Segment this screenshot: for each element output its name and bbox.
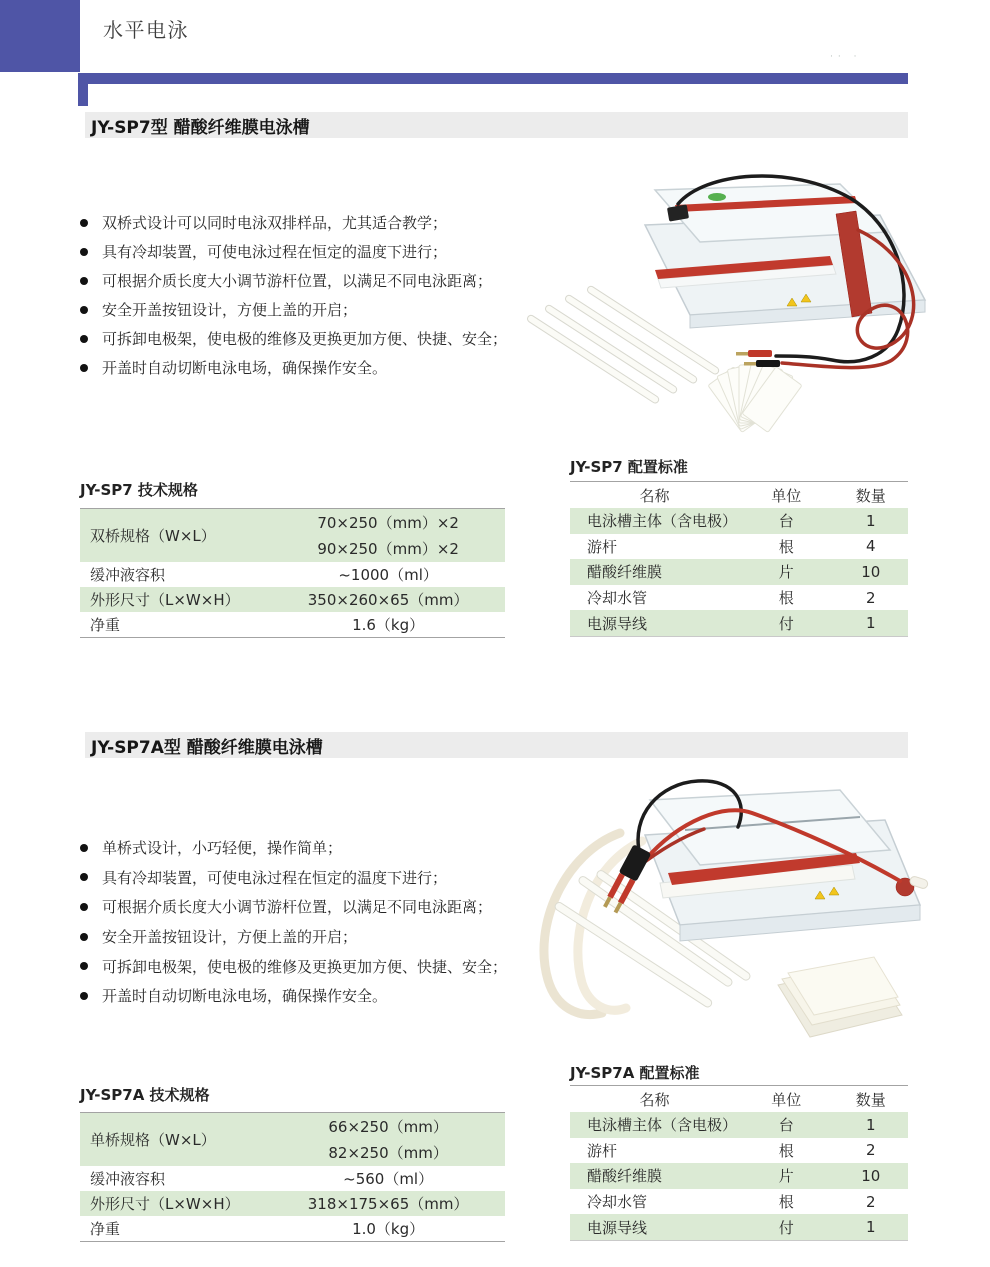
spec-row <box>80 1216 505 1241</box>
bullet-icon <box>80 873 88 881</box>
bullet-icon <box>80 962 88 970</box>
config-header-cell: 单位 <box>771 486 802 505</box>
section-heading-sp7 <box>85 112 908 138</box>
config-name-cell: 冷却水管 <box>587 1193 648 1212</box>
spec-value-cell: ~1000（ml） <box>338 566 438 584</box>
config-qty-cell: 1 <box>866 1218 876 1237</box>
spec-value-cell: 1.6（kg） <box>352 616 425 634</box>
config-table-sp7a <box>570 1085 908 1241</box>
header-rule <box>78 73 908 84</box>
config-unit-cell: 根 <box>778 1141 794 1160</box>
config-row <box>570 610 908 636</box>
feature-text: 可拆卸电极架，使电极的维修及更换更加方便、快捷、安全； <box>102 957 508 976</box>
feature-item <box>80 266 507 295</box>
feature-text: 开盖时自动切断电泳电场，确保操作安全。 <box>102 987 388 1006</box>
feature-item <box>80 833 507 863</box>
membrane-stack <box>778 957 902 1037</box>
faint-marks: ·· · <box>830 52 862 62</box>
config-qty-cell: 10 <box>861 1166 881 1185</box>
spec-label-cell: 缓冲液容积 <box>90 1170 166 1188</box>
spec-label-cell: 单桥规格（W×L） <box>90 1131 216 1149</box>
bullet-icon <box>80 306 88 314</box>
config-unit-cell: 根 <box>778 589 794 608</box>
feature-item <box>80 981 507 1011</box>
config-table-title-sp7: JY-SP7 配置标准 <box>570 458 688 476</box>
config-row <box>570 1189 908 1215</box>
section-heading-sp7a <box>85 732 908 758</box>
config-row <box>570 559 908 585</box>
config-name-cell: 电泳槽主体（含电极） <box>587 1116 738 1135</box>
feature-item <box>80 237 507 266</box>
feature-text: 开盖时自动切断电泳电场，确保操作安全。 <box>102 359 388 377</box>
config-row <box>570 1138 908 1164</box>
config-unit-cell: 台 <box>778 512 794 531</box>
feature-text: 可拆卸电极架，使电极的维修及更换更加方便、快捷、安全； <box>102 330 508 348</box>
config-unit-cell: 片 <box>778 1167 794 1186</box>
config-row <box>570 508 908 534</box>
config-qty-cell: 10 <box>861 562 881 581</box>
spec-value-cell <box>271 1114 505 1166</box>
feature-text: 安全开盖按钮设计，方便上盖的开启； <box>102 928 358 947</box>
feature-item <box>80 208 507 237</box>
electrophoresis-tank <box>645 790 929 941</box>
config-row <box>570 1163 908 1189</box>
spec-value-line: 82×250（mm） <box>328 1143 448 1162</box>
feature-text: 可根据介质长度大小调节游杆位置，以满足不同电泳距离； <box>102 272 493 290</box>
spec-row <box>80 1191 505 1216</box>
spec-label-cell: 缓冲液容积 <box>90 566 166 584</box>
spec-row <box>80 562 505 587</box>
config-unit-cell: 根 <box>778 1193 794 1212</box>
feature-text: 双桥式设计可以同时电泳双排样品，尤其适合教学； <box>102 214 448 232</box>
feature-list-sp7 <box>80 208 507 382</box>
spec-label-cell: 净重 <box>90 1220 121 1238</box>
config-qty-cell: 2 <box>866 1141 876 1160</box>
config-name-cell: 醋酸纤维膜 <box>587 563 663 582</box>
spec-value-cell: 1.0（kg） <box>352 1220 425 1238</box>
spec-label-cell: 外形尺寸（L×W×H） <box>90 1195 240 1213</box>
config-header-cell: 单位 <box>771 1090 802 1109</box>
config-header-cell: 名称 <box>639 1090 670 1109</box>
config-table-sp7 <box>570 481 908 637</box>
feature-item <box>80 295 507 324</box>
config-qty-cell: 2 <box>866 1192 876 1211</box>
config-unit-cell: 根 <box>778 537 794 556</box>
bullet-icon <box>80 335 88 343</box>
feature-text: 安全开盖按钮设计，方便上盖的开启； <box>102 301 358 319</box>
feature-item <box>80 892 507 922</box>
feature-text: 具有冷却装置，可使电泳过程在恒定的温度下进行； <box>102 868 448 887</box>
feature-text: 单桥式设计，小巧轻便，操作简单； <box>102 839 343 858</box>
config-row <box>570 1214 908 1240</box>
config-name-cell: 游杆 <box>587 1141 618 1160</box>
config-header-row <box>570 482 908 508</box>
banana-plugs <box>736 350 780 367</box>
config-header-cell: 数量 <box>855 1090 886 1109</box>
config-qty-cell: 1 <box>866 511 876 530</box>
config-row <box>570 534 908 560</box>
spec-value-cell: 318×175×65（mm） <box>307 1195 469 1213</box>
spec-label-cell: 外形尺寸（L×W×H） <box>90 591 240 609</box>
header-rule-tab <box>78 73 88 106</box>
spec-value-line: 66×250（mm） <box>328 1117 448 1136</box>
config-header-row <box>570 1086 908 1112</box>
spec-row <box>80 1113 505 1166</box>
config-row <box>570 585 908 611</box>
product-photo-sp7 <box>520 170 940 435</box>
config-unit-cell: 付 <box>778 1218 794 1237</box>
config-qty-cell: 4 <box>866 537 876 556</box>
spec-row <box>80 587 505 612</box>
bullet-icon <box>80 844 88 852</box>
section-heading-text: JY-SP7型 醋酸纤维膜电泳槽 <box>91 117 310 138</box>
config-unit-cell: 片 <box>778 563 794 582</box>
spec-value-line: 90×250（mm）×2 <box>317 539 459 558</box>
lid-button <box>708 193 726 201</box>
bullet-icon <box>80 277 88 285</box>
config-table-title-sp7a: JY-SP7A 配置标准 <box>570 1064 700 1082</box>
bullet-icon <box>80 219 88 227</box>
config-header-cell: 数量 <box>855 486 886 505</box>
bullet-icon <box>80 933 88 941</box>
spec-value-cell: ~560（ml） <box>343 1170 434 1188</box>
spec-table-title-sp7: JY-SP7 技术规格 <box>80 481 198 499</box>
product-photo-sp7a <box>520 775 950 1075</box>
bullet-icon <box>80 248 88 256</box>
spec-table-sp7a <box>80 1112 505 1242</box>
spec-row <box>80 509 505 562</box>
feature-text: 可根据介质长度大小调节游杆位置，以满足不同电泳距离； <box>102 898 493 917</box>
spec-table-title-sp7a: JY-SP7A 技术规格 <box>80 1086 210 1104</box>
bullet-icon <box>80 992 88 1000</box>
config-row <box>570 1112 908 1138</box>
feature-item <box>80 863 507 893</box>
spec-row <box>80 612 505 637</box>
config-name-cell: 冷却水管 <box>587 589 648 608</box>
membrane-fan <box>708 363 802 432</box>
config-name-cell: 游杆 <box>587 537 618 556</box>
config-qty-cell: 2 <box>866 588 876 607</box>
feature-text: 具有冷却装置，可使电泳过程在恒定的温度下进行； <box>102 243 448 261</box>
config-qty-cell: 1 <box>866 614 876 633</box>
corner-accent-block <box>0 0 80 72</box>
spec-table-sp7 <box>80 508 505 638</box>
spec-label-cell: 双桥规格（W×L） <box>90 527 216 545</box>
feature-item <box>80 353 507 382</box>
feature-item <box>80 324 507 353</box>
config-unit-cell: 付 <box>778 614 794 633</box>
bullet-icon <box>80 364 88 372</box>
spec-value-line: 70×250（mm）×2 <box>317 513 459 532</box>
feature-item <box>80 951 507 981</box>
page-title: 水平电泳 <box>103 18 189 42</box>
spec-value-cell <box>271 510 505 562</box>
bullet-icon <box>80 903 88 911</box>
spec-value-cell: 350×260×65（mm） <box>307 591 469 609</box>
config-name-cell: 电泳槽主体（含电极） <box>587 512 738 531</box>
config-qty-cell: 1 <box>866 1115 876 1134</box>
config-name-cell: 电源导线 <box>587 1218 648 1237</box>
config-unit-cell: 台 <box>778 1116 794 1135</box>
feature-item <box>80 922 507 952</box>
config-name-cell: 醋酸纤维膜 <box>587 1167 663 1186</box>
spec-row <box>80 1166 505 1191</box>
spec-label-cell: 净重 <box>90 616 121 634</box>
config-header-cell: 名称 <box>639 486 670 505</box>
feature-list-sp7a <box>80 833 507 1011</box>
section-heading-text: JY-SP7A型 醋酸纤维膜电泳槽 <box>91 737 323 758</box>
config-name-cell: 电源导线 <box>587 614 648 633</box>
